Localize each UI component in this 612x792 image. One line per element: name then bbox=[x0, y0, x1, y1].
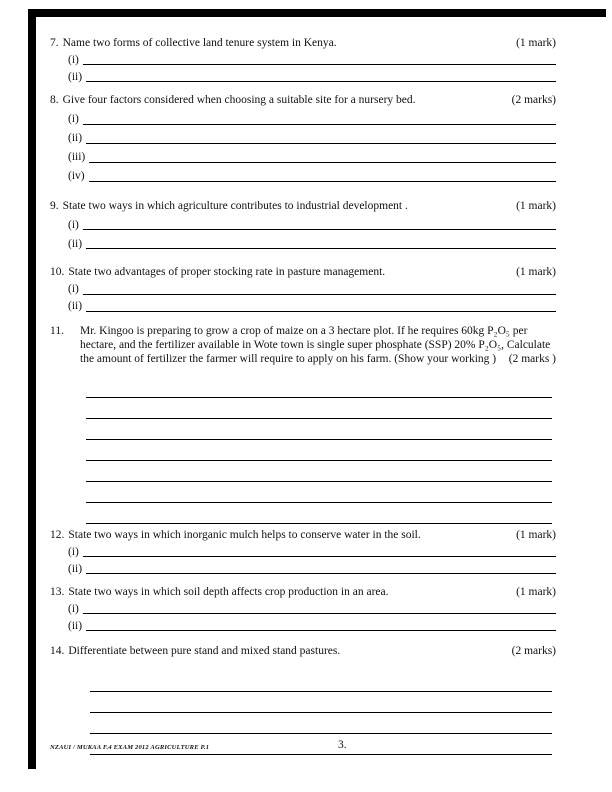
part-label: (iv) bbox=[68, 170, 85, 183]
part-label: (i) bbox=[68, 218, 79, 231]
question-number: 13. bbox=[50, 586, 65, 598]
part-label: (i) bbox=[68, 545, 79, 558]
question-text: Differentiate between pure stand and mixed stand pastures. bbox=[68, 645, 341, 658]
part-label: (i) bbox=[68, 283, 79, 296]
question-text: Mr. Kingoo is preparing to grow a crop of maize on a 3 hectare plot. If he requires 60kg P₂O₅ per hectare, and the fertilizer available in Wote town is single super phosphate (SSP) 20% P₂O₅, Calculate the amount of fertilizer the farmer will require to apply on his farm. (Show your working ) bbox=[80, 324, 551, 366]
question-number: 9. bbox=[50, 199, 59, 212]
answer-line bbox=[86, 143, 556, 144]
part-row bbox=[68, 146, 556, 165]
part-row bbox=[68, 67, 556, 84]
scan-border-top bbox=[28, 9, 606, 17]
question-10-header bbox=[50, 265, 556, 279]
question-text: State two ways in which inorganic mulch helps to conserve water in the soil. bbox=[68, 528, 421, 541]
question-marks: (2 marks ) bbox=[508, 353, 556, 366]
question-number: 8. bbox=[50, 94, 59, 107]
question-text: State two advantages of proper stocking rate in pasture management. bbox=[68, 266, 386, 279]
question-number: 12. bbox=[50, 528, 65, 541]
part-label: (i) bbox=[68, 603, 79, 615]
question-14 bbox=[50, 644, 556, 754]
answer-line bbox=[83, 613, 556, 614]
question-text: Name two forms of collective land tenure system in Kenya. bbox=[62, 37, 337, 49]
question-text: State two ways in which agriculture contributes to industrial development . bbox=[62, 199, 408, 212]
page-content bbox=[50, 36, 556, 765]
question-12 bbox=[50, 528, 556, 576]
part-label: (i) bbox=[68, 113, 79, 126]
question-9-header bbox=[50, 199, 556, 213]
part-label: (ii) bbox=[68, 620, 83, 632]
answer-line bbox=[86, 503, 552, 524]
question-14-header bbox=[50, 644, 556, 658]
answer-line bbox=[86, 461, 552, 482]
part-row bbox=[68, 50, 556, 67]
answer-line bbox=[83, 294, 556, 295]
answer-line bbox=[89, 181, 556, 182]
answer-line bbox=[86, 377, 552, 398]
part-row bbox=[68, 559, 556, 576]
question-marks: (1 mark) bbox=[516, 199, 556, 212]
question-7 bbox=[50, 36, 556, 84]
working-lines bbox=[90, 671, 552, 755]
answer-line bbox=[86, 398, 552, 419]
answer-line bbox=[86, 630, 556, 631]
part-row bbox=[68, 297, 556, 314]
part-row bbox=[68, 542, 556, 559]
answer-line bbox=[89, 162, 556, 163]
part-label: (ii) bbox=[68, 300, 83, 313]
answer-line bbox=[86, 419, 552, 440]
question-11 bbox=[50, 324, 556, 524]
part-row bbox=[68, 127, 556, 146]
part-label: (i) bbox=[68, 54, 79, 66]
question-8-header bbox=[50, 93, 556, 107]
answer-line bbox=[86, 440, 552, 461]
part-label: (iii) bbox=[68, 151, 86, 164]
answer-line bbox=[86, 573, 556, 574]
question-7-header bbox=[50, 36, 556, 50]
answer-line bbox=[86, 81, 556, 82]
question-number: 14. bbox=[50, 645, 65, 658]
part-label: (ii) bbox=[68, 237, 83, 250]
answer-line bbox=[90, 713, 552, 734]
answer-line bbox=[90, 671, 552, 692]
question-13-header bbox=[50, 585, 556, 599]
part-row bbox=[68, 280, 556, 297]
question-text: State two ways in which soil depth affects crop production in an area. bbox=[68, 586, 389, 598]
answer-line bbox=[83, 556, 556, 557]
question-11-header bbox=[50, 324, 556, 367]
part-row bbox=[68, 599, 556, 616]
question-marks: (2 marks) bbox=[511, 94, 556, 107]
answer-line bbox=[83, 229, 556, 230]
question-number: 7. bbox=[50, 37, 59, 49]
part-label: (ii) bbox=[68, 132, 83, 145]
answer-line bbox=[86, 311, 556, 312]
part-row bbox=[68, 232, 556, 251]
question-marks: (1 mark) bbox=[516, 586, 556, 598]
part-row bbox=[68, 108, 556, 127]
question-12-header bbox=[50, 528, 556, 542]
part-row bbox=[68, 616, 556, 633]
question-10 bbox=[50, 265, 556, 313]
question-marks: (1 mark) bbox=[516, 528, 556, 541]
question-number: 10. bbox=[50, 266, 65, 279]
question-marks: (1 mark) bbox=[516, 266, 556, 279]
question-text: Give four factors considered when choosing a suitable site for a nursery bed. bbox=[62, 94, 416, 107]
answer-line bbox=[90, 692, 552, 713]
working-lines bbox=[86, 377, 552, 524]
question-9 bbox=[50, 199, 556, 251]
part-row bbox=[68, 165, 556, 184]
scan-border-left bbox=[28, 9, 36, 769]
footer-page-number: 3. bbox=[338, 739, 347, 751]
part-row bbox=[68, 213, 556, 232]
answer-line bbox=[83, 64, 556, 65]
answer-line bbox=[83, 124, 556, 125]
question-marks: (2 marks) bbox=[511, 645, 556, 658]
part-label: (ii) bbox=[68, 71, 83, 83]
answer-line bbox=[86, 248, 556, 249]
answer-line bbox=[86, 482, 552, 503]
question-8 bbox=[50, 93, 556, 183]
question-marks: (1 mark) bbox=[516, 37, 556, 49]
footer-exam-title: NZAUI / MUKAA F.4 EXAM 2012 AGRICULTURE P.1 bbox=[50, 744, 210, 751]
question-13 bbox=[50, 585, 556, 633]
question-number: 11. bbox=[50, 324, 64, 337]
part-label: (ii) bbox=[68, 562, 83, 575]
